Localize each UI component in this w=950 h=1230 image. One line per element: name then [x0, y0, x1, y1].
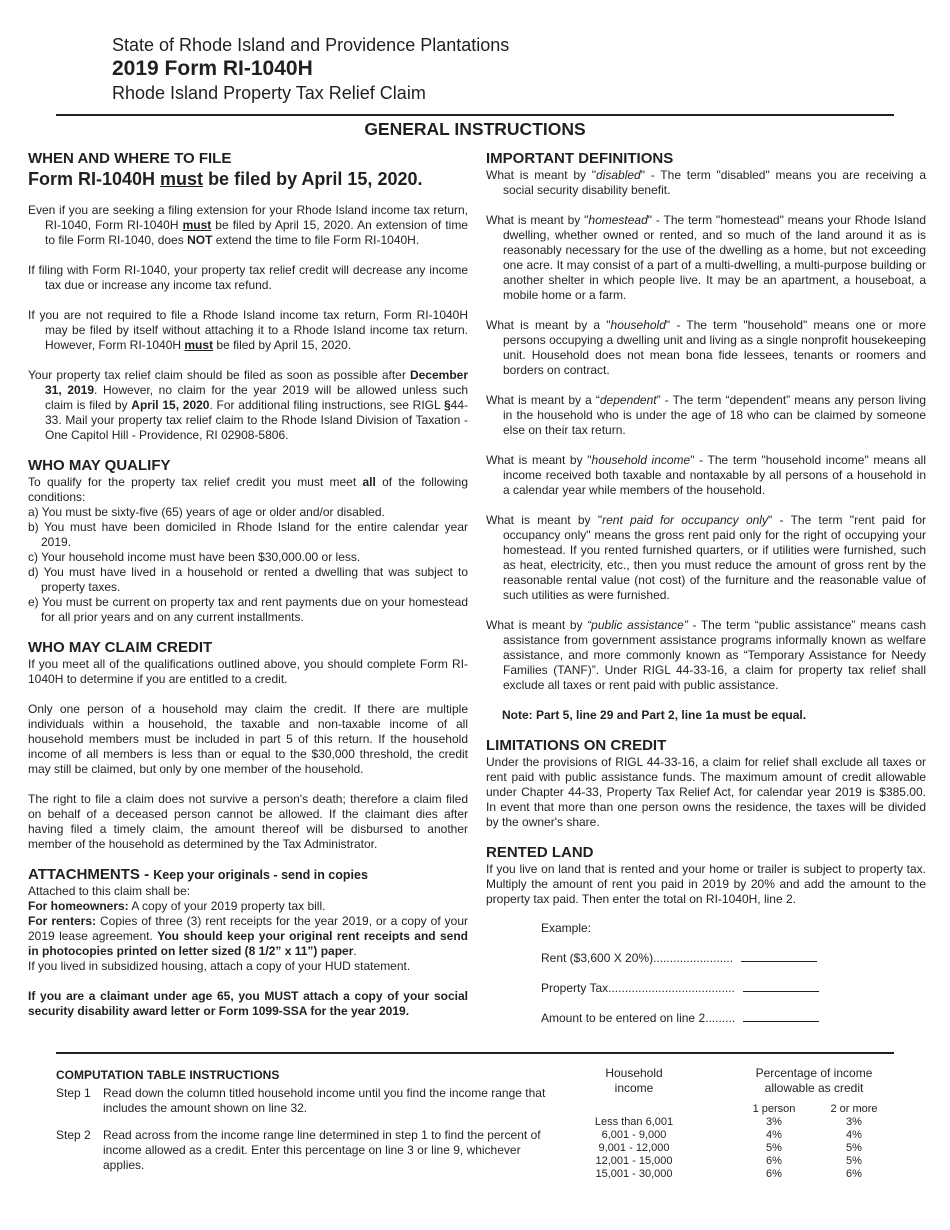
definitions-heading: IMPORTANT DEFINITIONS — [486, 150, 674, 167]
example-label: Example: — [541, 921, 592, 935]
limitations-text: Under the provisions of RIGL 44-33-16, a claim for relief shall exclude all taxes or rent paid with public assistance funds. The maximum amount of credit allowable under Chapter 44-33, Property Tax Relief Act, for calendar year 2019 is $385.00. In event that more than one person owns the residence, the taxes will be divided by the owner's share. — [486, 755, 926, 829]
example-row-line2: Amount to be entered on line 2......... — [541, 1003, 841, 1033]
two-or-more-header: 2 or more — [830, 1103, 878, 1115]
who-claim-heading: WHO MAY CLAIM CREDIT — [28, 639, 213, 656]
when-where-heading: WHEN AND WHERE TO FILE — [28, 150, 232, 167]
limitations-heading: LIMITATIONS ON CREDIT — [486, 737, 667, 754]
under65-note: If you are a claimant under age 65, you MUST attach a copy of your social security disability award letter or Form 1099-SSA for the year 2019. — [28, 989, 468, 1018]
who-qualify-heading: WHO MAY QUALIFY — [28, 457, 171, 474]
left-column — [28, 150, 468, 1019]
definition-household-income: What is meant by "household income" - The term "household income" means all income received both taxable and nontaxable by all persons of a household in a calendar year while members of the household. — [486, 453, 926, 497]
bottom-divider — [56, 1052, 894, 1054]
definition-homestead: What is meant by "homestead" - The term "homestead" means your Rhode Island dwelling, whether owned or rented, and so much of the land around it as is reasonably necessary for the use of the dwelling as a home, but not exceeding one acre. It may consist of a part of a multi-dwelling, a multi-purpose building or another shelter in which people live. It may be an apartment, a houseboat, a mobile home or a farm. — [486, 213, 927, 302]
hud-line: If you lived in subsidized housing, attach a copy of your HUD statement. — [28, 959, 411, 973]
definition-public-assistance: What is meant by “public assistance” - The term “public assistance” means cash assistance from government assistance programs informally known as welfare assistance, and more commonly known as “Temporary Assistance for Needy Families (TANF)”. Under RIGL 44-33-16, a claim for property tax relief shall exclude all taxes or rent paid with public assistance. — [486, 618, 926, 692]
extension-paragraph: Even if you are seeking a filing extension for your Rhode Island income tax return, RI-1040, Form RI-1040H must be filed by April 15, 2020. An extension of time to file Form RI-1040, does NOT extend the time to file Form RI-1040H. — [28, 203, 468, 247]
computation-title: COMPUTATION TABLE INSTRUCTIONS — [56, 1068, 280, 1082]
claim-paragraph: Only one person of a household may claim the credit. If there are multiple individuals within a household, the taxable and non-taxable income of all household members must be included in part 5 of this return. If the household income of all members is less than or equal to the $30,000 threshold, the credit may still be claimed, but only by one member of the household. — [28, 702, 468, 776]
table-row: Less than 6,001 3% 3% — [594, 1116, 862, 1128]
form-subtitle: Rhode Island Property Tax Relief Claim — [112, 83, 426, 103]
step-1-label: Step 1 — [56, 1086, 91, 1100]
equality-note: Note: Part 5, line 29 and Part 2, line 1a must be equal. — [502, 708, 807, 722]
example-row-property-tax: Property Tax...................................... — [541, 973, 841, 1003]
ri1040-paragraph: If filing with Form RI-1040, your property tax relief credit will decrease any income tax due or increase any income tax refund. — [28, 263, 468, 292]
rented-land-example — [541, 913, 841, 1033]
qualify-item: e) You must be current on property tax and rent payments due on your homestead for all prior years and on any current installments. — [28, 595, 468, 624]
qualify-item: a) You must be sixty-five (65) years of age or older and/or disabled. — [28, 505, 385, 519]
definition-rent-paid: What is meant by "rent paid for occupancy only" - The term "rent paid for occupancy only" means the gross rent paid only for the right of occupying your homestead. If you rented furnished quarters, or if utilities were furnished, such as heat, electricity, etc., then you must reduce the amount of gross rent by the reasonable rental value (not cost) of the furniture and the reasonable value of such utilities as were furnished. — [486, 513, 926, 602]
rented-land-text: If you live on land that is rented and your home or trailer is subject to property tax. Multiply the amount of rent you paid in 2019 by 20% and add the amount to the property tax paid. Then enter the total on RI-1040H, line 2. — [486, 862, 926, 906]
qualify-item: c) Your household income must have been $30,000.00 or less. — [28, 550, 361, 564]
filing-deadline: Form RI-1040H must be filed by April 15, 2020. — [28, 169, 423, 189]
claim-paragraph: If you meet all of the qualifications outlined above, you should complete Form RI-1040H to determine if you are entitled to a credit. — [28, 657, 468, 686]
table-row: 9,001 - 12,000 5% 5% — [598, 1142, 862, 1154]
table-row: 12,001 - 15,000 6% 5% — [595, 1155, 862, 1167]
definition-dependent: What is meant by a “dependent” - The term “dependent” means any person living in the household who is under the age of 18 who can be claimed by someone else on their tax return. — [486, 393, 926, 437]
step-2-text: Read across from the income range line determined in step 1 to find the percent of income allowed as a credit. Enter this percentage on line 3 or line 9, whichever applies. — [103, 1128, 541, 1172]
definition-household: What is meant by a "household" - The term "household" means one or more persons occupying a dwelling unit and living as a single nonprofit housekeeping unit. Household does not mean bona fide lessees, tenants or roomers and borders on contract. — [486, 318, 926, 377]
rent-blank — [741, 951, 817, 962]
attachments-heading: ATTACHMENTS - Keep your originals - send in copies — [28, 866, 368, 883]
state-name: State of Rhode Island and Providence Plantations — [112, 35, 510, 55]
header-divider — [56, 114, 894, 116]
step-1-text: Read down the column titled household income until you find the income range that includes the amount shown on line 32. — [103, 1086, 546, 1115]
renters-line: For renters: Copies of three (3) rent receipts for the year 2019, or a copy of your 2019 lease agreement. You should keep your original rent receipts and send in photocopies printed on letter sized (8 1/2” x 11”) paper. — [28, 914, 469, 958]
definition-disabled: What is meant by "disabled" - The term "disabled" means you are receiving a social security disability benefit. — [486, 168, 926, 197]
table-row: 15,001 - 30,000 6% 6% — [595, 1168, 862, 1180]
homeowners-line: For homeowners: A copy of your 2019 property tax bill. — [28, 899, 326, 913]
qualify-item: b) You must have been domiciled in Rhode Island for the entire calendar year 2019. — [28, 520, 468, 549]
general-instructions-title: GENERAL INSTRUCTIONS — [364, 119, 586, 139]
right-column — [486, 150, 926, 1033]
example-row-rent: Rent ($3,600 X 20%)........................ — [541, 943, 841, 973]
form-title: 2019 Form RI-1040H — [112, 57, 313, 80]
qualify-intro: To qualify for the property tax relief credit you must meet all of the following conditions: — [28, 475, 468, 504]
claim-paragraph: The right to file a claim does not survive a person's death; therefore a claim filed on behalf of a deceased person cannot be allowed. If the claimant dies after having filed a timely claim, the amount thereof will be disbursed to another member of the household as determined by the Tax Administrator. — [28, 792, 468, 851]
one-person-header: 1 person — [752, 1103, 796, 1115]
percentage-header: Percentage of income allowable as credit — [755, 1066, 873, 1095]
standalone-paragraph: If you are not required to file a Rhode Island income tax return, Form RI-1040H may be filed by itself without attaching it to a Rhode Island income tax return. However, Form RI-1040H must be filed by April 15, 2020. — [28, 308, 468, 352]
step-2-label: Step 2 — [56, 1128, 91, 1142]
income-header: Household income — [605, 1066, 663, 1095]
qualify-item: d) You must have lived in a household or rented a dwelling that was subject to property taxes. — [28, 565, 468, 594]
property-tax-blank — [743, 981, 819, 992]
file-asap-paragraph: Your property tax relief claim should be filed as soon as possible after December 31, 2019. However, no claim for the year 2019 will be allowed unless such claim is filed by April 15, 2020. For additional filing instructions, see RIGL §44-33. Mail your property tax relief claim to the Rhode Island Division of Taxation - One Capitol Hill - Providence, RI 02908-5806. — [28, 368, 468, 442]
computation-table — [583, 1066, 883, 1181]
table-row: 6,001 - 9,000 4% 4% — [601, 1129, 862, 1141]
rented-land-heading: RENTED LAND — [486, 844, 594, 861]
line2-blank — [743, 1011, 819, 1022]
attachments-intro: Attached to this claim shall be: — [28, 884, 191, 898]
